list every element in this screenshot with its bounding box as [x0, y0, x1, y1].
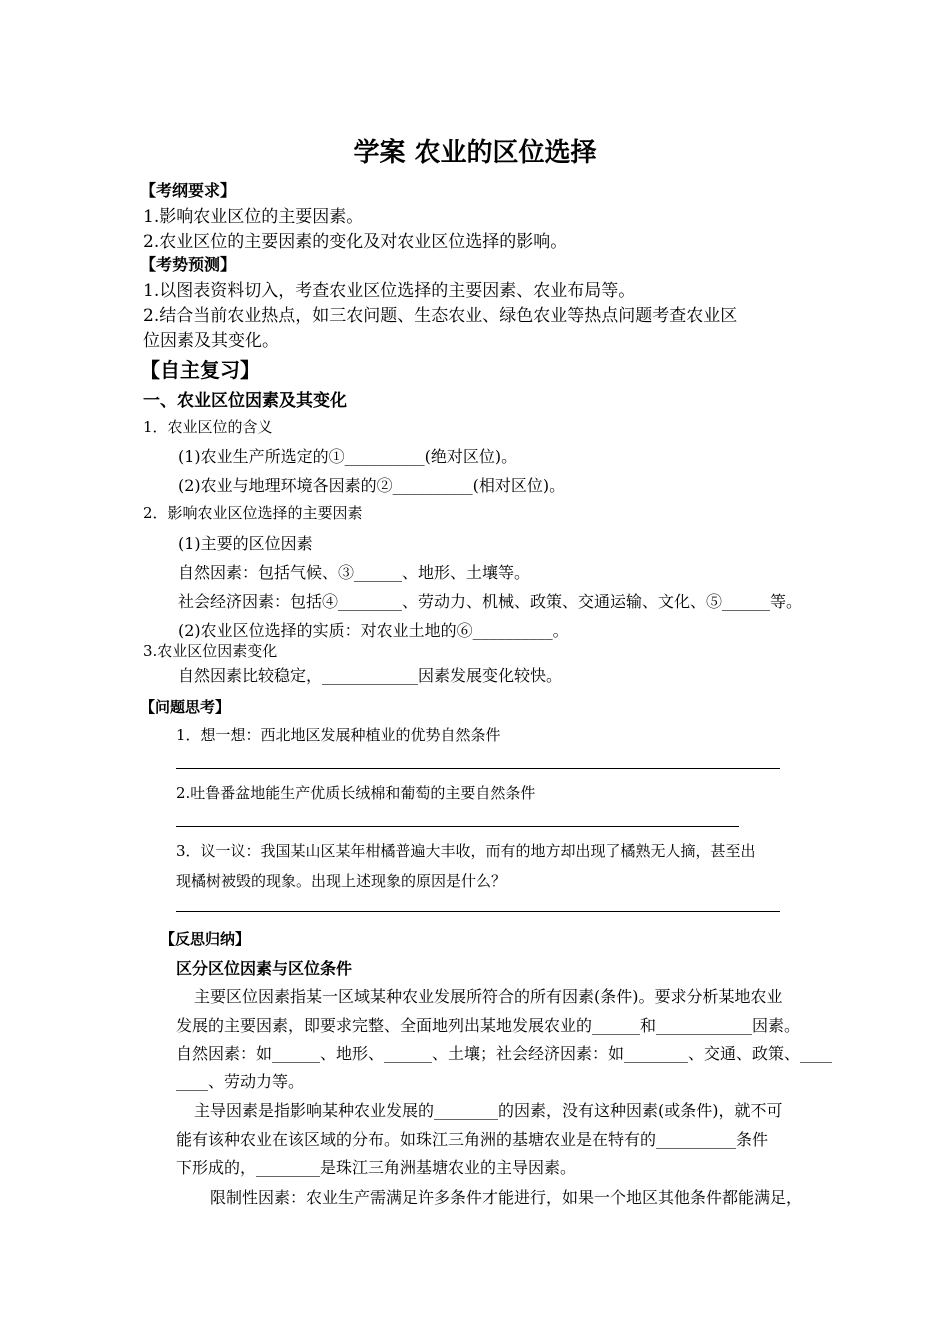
fansi-line-4: ____、劳动力等。: [176, 1072, 305, 1091]
kaogang-item-1: 1.影响农业区位的主要因素。: [143, 207, 364, 227]
fansi-subheader: 区分区位因素与区位条件: [176, 959, 353, 978]
zizhu-line-3: (2)农业与地理环境各因素的②__________(相对区位)。: [178, 476, 566, 495]
kaoshi-item-2: 2.结合当前农业热点，如三农问题、生态农业、绿色农业等热点问题考查农业区: [143, 306, 738, 326]
fansi-line-6: 能有该种农业在该区域的分布。如珠江三角洲的基塘农业是在特有的__________条件: [176, 1130, 769, 1149]
zizhu-line-2: (1)农业生产所选定的①__________(绝对区位)。: [178, 447, 518, 466]
zizhu-line-8: (2)农业区位选择的实质：对农业土地的⑥__________。: [178, 621, 569, 640]
kaoshi-item-1: 1.以图表资料切入，考查农业区位选择的主要因素、农业布局等。: [143, 281, 636, 301]
question-2: 2.吐鲁番盆地能生产优质长绒棉和葡萄的主要自然条件: [176, 784, 536, 802]
fansi-line-3: 自然因素：如______、地形、______、土壤；社会经济因素：如________、交通、政策、____: [176, 1044, 833, 1063]
section-1-heading: 一、农业区位因素及其变化: [143, 391, 347, 411]
wenti-header: 【问题思考】: [140, 698, 231, 716]
kaogang-header: 【考纲要求】: [140, 181, 237, 200]
answer-line-3: [176, 911, 780, 912]
answer-line-2: [176, 826, 739, 827]
question-3-line-1: 3．议一议：我国某山区某年柑橘普遍大丰收，而有的地方却出现了橘熟无人摘，甚至出: [176, 842, 756, 860]
question-1: 1．想一想：西北地区发展种植业的优势自然条件: [176, 726, 501, 744]
zizhu-line-9: 3.农业区位因素变化: [143, 642, 278, 660]
question-3-line-2: 现橘树被毁的现象。出现上述现象的原因是什么？: [176, 872, 507, 890]
zizhu-line-1: 1．农业区位的含义: [143, 418, 273, 436]
fansi-line-8: 限制性因素：农业生产需满足许多条件才能进行，如果一个地区其他条件都能满足，: [210, 1188, 803, 1207]
kaogang-item-2: 2.农业区位的主要因素的变化及对农业区位选择的影响。: [143, 232, 568, 252]
fansi-header: 【反思归纳】: [160, 930, 251, 948]
answer-line-1: [176, 768, 780, 769]
fansi-line-5: 主导因素是指影响某种农业发展的________的因素，没有这种因素(或条件)，就不可: [194, 1101, 783, 1120]
zizhu-header: 【自主复习】: [140, 358, 260, 382]
zizhu-line-10: 自然因素比较稳定，____________因素发展变化较快。: [178, 666, 563, 685]
zizhu-line-4: 2．影响农业区位选择的主要因素: [143, 504, 363, 522]
fansi-line-2: 发展的主要因素，即要求完整、全面地列出某地发展农业的______和____________因素。: [176, 1016, 801, 1035]
fansi-line-7: 下形成的，________是珠江三角洲基塘农业的主导因素。: [176, 1158, 577, 1177]
kaoshi-header: 【考势预测】: [140, 255, 237, 274]
zizhu-line-6: 自然因素：包括气候、③______、地形、土壤等。: [178, 563, 531, 582]
page-title: 学案 农业的区位选择: [353, 138, 597, 168]
kaoshi-item-3: 位因素及其变化。: [143, 331, 279, 351]
zizhu-line-5: (1)主要的区位因素: [178, 534, 313, 553]
fansi-line-1: 主要区位因素指某一区域某种农业发展所符合的所有因素(条件)。要求分析某地农业: [194, 987, 783, 1006]
zizhu-line-7: 社会经济因素：包括④________、劳动力、机械、政策、交通运输、文化、⑤______等。: [178, 592, 803, 611]
